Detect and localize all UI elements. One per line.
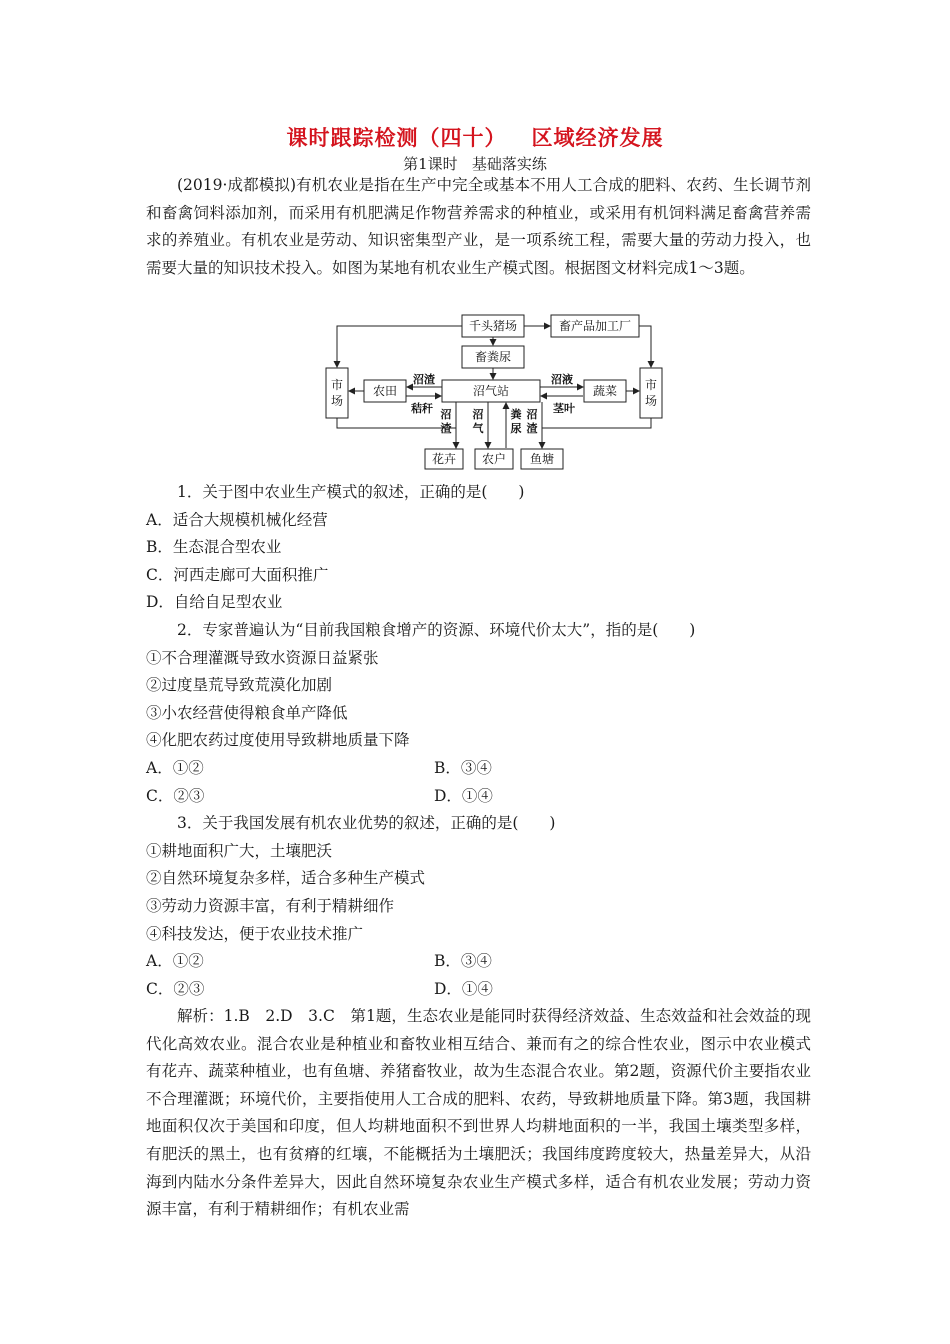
q3-option-a: A．①② (146, 952, 204, 971)
q3-option-d: D．①④ (434, 979, 493, 998)
q3-options-row-2 (146, 976, 811, 1004)
label-manure-v-2: 尿 (510, 422, 522, 435)
label-straw: 秸秆 (411, 402, 433, 415)
label-residue-v1-2: 渣 (440, 422, 452, 435)
q3-item-2: ②自然环境复杂多样，适合多种生产模式 (146, 869, 426, 888)
label-slurry: 沼液 (551, 373, 573, 386)
q2-item-1: ①不合理灌溉导致水资源日益紧张 (146, 648, 379, 667)
box-processing-plant: 畜产品加工厂 (558, 319, 632, 333)
intro-paragraph: (2019·成都模拟)有机农业是指在生产中完全或基本不用人工合成的肥料、农药、生长调节剂和畜禽饲料添加剂，而采用有机肥满足作物营养需求的种植业，或采用有机饲料满足畜禽营养需求的养殖业。有机农业是劳动、知识密集型产业，是一项系统工程，需要大量的劳动力投入，也需要大量的知识技术投入。如图为某地有机农业生产模式图。根据图文材料完成1～3题。 (146, 176, 811, 277)
box-households: 农户 (481, 452, 507, 466)
box-market-left-2: 场 (330, 394, 344, 408)
q2-option-b: B．③④ (434, 758, 492, 777)
q3-option-c: C．②③ (146, 979, 205, 998)
q2-options-row-1 (146, 755, 811, 783)
box-market-right-2: 场 (644, 394, 658, 408)
q1-option-d: D．自给自足型农业 (146, 593, 283, 612)
q1-option-a: A．适合大规模机械化经营 (146, 510, 328, 529)
analysis-paragraph: 解析：1.B 2.D 3.C 第1题，生态农业是能同时获得经济效益、生态效益和社会效益的现代化高效农业。混合农业是种植业和畜牧业相互结合、兼而有之的综合性农业，图示中农业模式有花卉、蔬菜种植业，也有鱼塘、养猪畜牧业，故为生态混合农业。第2题，资源代价主要指农业不合理灌溉；环境代价，主要指使用人工合成的肥料、农药，导致耕地质量下降。第3题，我国耕地面积仅次于美国和印度，但人均耕地面积不到世界人均耕地面积的一半，我国土壤类型多样，有肥沃的黑土，也有贫瘠的红壤，不能概括为土壤肥沃；我国纬度跨度较大，热量差异大，从沿海到内陆水分条件差异大，因此自然环境复杂农业生产模式多样，适合有机农业发展；劳动力资源丰富，有利于精耕细作；有机农业需 (146, 1007, 811, 1219)
box-fish-pond: 鱼塘 (529, 452, 555, 466)
label-biogas-v-2: 气 (472, 422, 484, 435)
label-residue-v1-1: 沼 (440, 408, 452, 421)
q1-stem: 1．关于图中农业生产模式的叙述，正确的是( ) (177, 483, 525, 501)
q2-item-3: ③小农经营使得粮食单产降低 (146, 703, 348, 722)
q2-item-4: ④化肥农药过度使用导致耕地质量下降 (146, 731, 410, 750)
q2-options-row-2 (146, 783, 811, 811)
label-biogas-v-1: 沼 (472, 408, 484, 421)
q2-option-a: A．①② (146, 758, 204, 777)
label-residue-v2-2: 渣 (526, 422, 538, 435)
q3-options-row-1 (146, 948, 811, 976)
q2-stem: 2．专家普遍认为“目前我国粮食增产的资源、环境代价太大”，指的是( ) (177, 620, 696, 639)
q3-stem: 3．关于我国发展有机农业优势的叙述，正确的是( ) (177, 814, 556, 833)
q3-item-3: ③劳动力资源丰富，有利于精耕细作 (146, 896, 395, 915)
box-flowers: 花卉 (431, 452, 457, 466)
organic-farming-diagram (316, 308, 672, 476)
label-stems: 茎叶 (553, 402, 575, 415)
box-farmland: 农田 (372, 384, 398, 398)
q3-item-1: ①耕地面积广大，土壤肥沃 (146, 841, 333, 860)
q1-option-c: C．河西走廊可大面积推广 (146, 565, 329, 584)
box-market-right-1: 市 (644, 378, 658, 392)
box-vegetables: 蔬菜 (592, 384, 618, 398)
box-market-left-1: 市 (330, 378, 344, 392)
label-manure-v-1: 粪 (510, 408, 522, 421)
q2-item-2: ②过度垦荒导致荒漠化加剧 (146, 676, 333, 695)
q3-item-4: ④科技发达，便于农业技术推广 (146, 924, 364, 943)
label-residue-top: 沼渣 (413, 373, 435, 386)
box-biogas-station: 沼气站 (472, 384, 510, 398)
label-residue-v2-1: 沼 (526, 408, 538, 421)
box-pig-farm: 千头猪场 (468, 319, 518, 333)
page-subtitle: 第1课时 基础落实练 (403, 155, 547, 173)
page-title: 课时跟踪检测（四十） 区域经济发展 (286, 126, 664, 150)
q1-option-b: B．生态混合型农业 (146, 538, 282, 557)
q2-option-d: D．①④ (434, 786, 493, 805)
box-manure: 畜粪尿 (474, 350, 512, 364)
q3-option-b: B．③④ (434, 952, 492, 971)
q2-option-c: C．②③ (146, 786, 205, 805)
questions-block (146, 479, 811, 1003)
